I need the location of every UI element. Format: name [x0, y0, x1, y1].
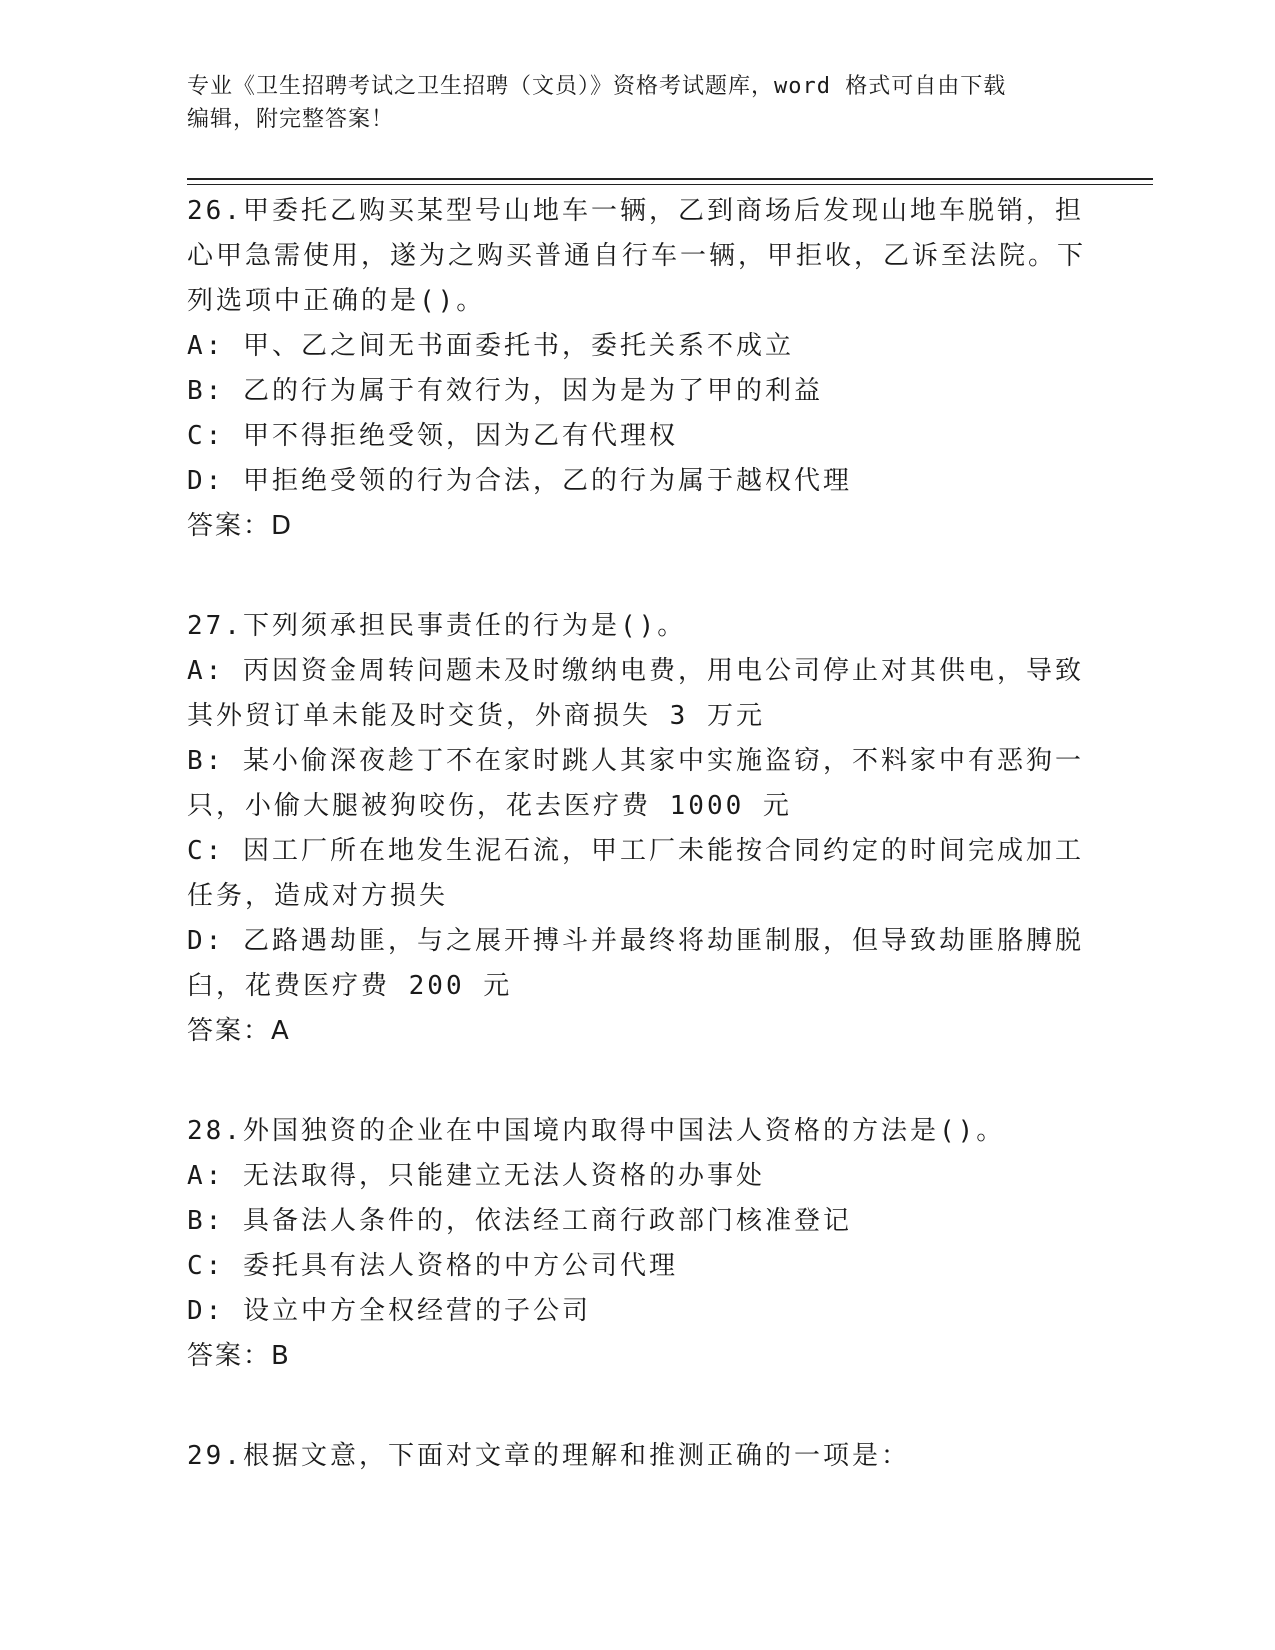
header-line-2: 编辑，附完整答案！	[187, 107, 395, 132]
answer: 答案：B	[187, 1341, 291, 1371]
question-text: 28.外国独资的企业在中国境内取得中国法人资格的方法是()。	[187, 1116, 1006, 1146]
option-a: A: 无法取得，只能建立无法人资格的办事处	[187, 1161, 765, 1191]
option-c: C: 甲不得拒绝受领，因为乙有代理权	[187, 421, 678, 451]
question-text: 29.根据文意，下面对文章的理解和推测正确的一项是：	[187, 1441, 910, 1471]
question-text: 26.甲委托乙购买某型号山地车一辆，乙到商场后发现山地车脱销，担心甲急需使用，遂为之购买普通自行车一辆，甲拒收，乙诉至法院。下列选项中正确的是()。	[187, 196, 1087, 316]
question-29	[187, 1434, 1087, 1479]
spacer	[187, 1054, 1087, 1109]
spacer	[187, 1379, 1087, 1434]
option-b: B: 乙的行为属于有效行为，因为是为了甲的利益	[187, 376, 823, 406]
question-26	[187, 189, 1087, 549]
option-b: B: 某小偷深夜趁丁不在家时跳人其家中实施盗窃，不料家中有恶狗一只，小偷大腿被狗咬伤，花去医疗费 1000 元	[187, 746, 1084, 821]
spacer	[187, 549, 1087, 604]
option-d: D: 甲拒绝受领的行为合法，乙的行为属于越权代理	[187, 466, 852, 496]
question-text: 27.下列须承担民事责任的行为是()。	[187, 611, 687, 641]
header-divider-thick	[187, 178, 1153, 180]
answer: 答案：D	[187, 511, 294, 541]
document-header	[187, 70, 1067, 136]
answer: 答案：A	[187, 1016, 291, 1046]
header-divider-thin	[187, 184, 1153, 185]
option-d: D: 设立中方全权经营的子公司	[187, 1296, 591, 1326]
header-line-1: 专业《卫生招聘考试之卫生招聘（文员）》资格考试题库，word 格式可自由下载	[187, 74, 1007, 99]
question-list	[187, 189, 1087, 1479]
option-a: A: 甲、乙之间无书面委托书，委托关系不成立	[187, 331, 794, 361]
question-27	[187, 604, 1087, 1054]
option-c: C: 因工厂所在地发生泥石流，甲工厂未能按合同约定的时间完成加工任务，造成对方损失	[187, 836, 1084, 911]
option-a: A: 丙因资金周转问题未及时缴纳电费，用电公司停止对其供电，导致其外贸订单未能及时交货，外商损失 3 万元	[187, 656, 1084, 731]
option-d: D: 乙路遇劫匪，与之展开搏斗并最终将劫匪制服，但导致劫匪胳膊脱臼，花费医疗费 200 元	[187, 926, 1084, 1001]
question-28	[187, 1109, 1087, 1379]
option-b: B: 具备法人条件的，依法经工商行政部门核准登记	[187, 1206, 852, 1236]
option-c: C: 委托具有法人资格的中方公司代理	[187, 1251, 678, 1281]
